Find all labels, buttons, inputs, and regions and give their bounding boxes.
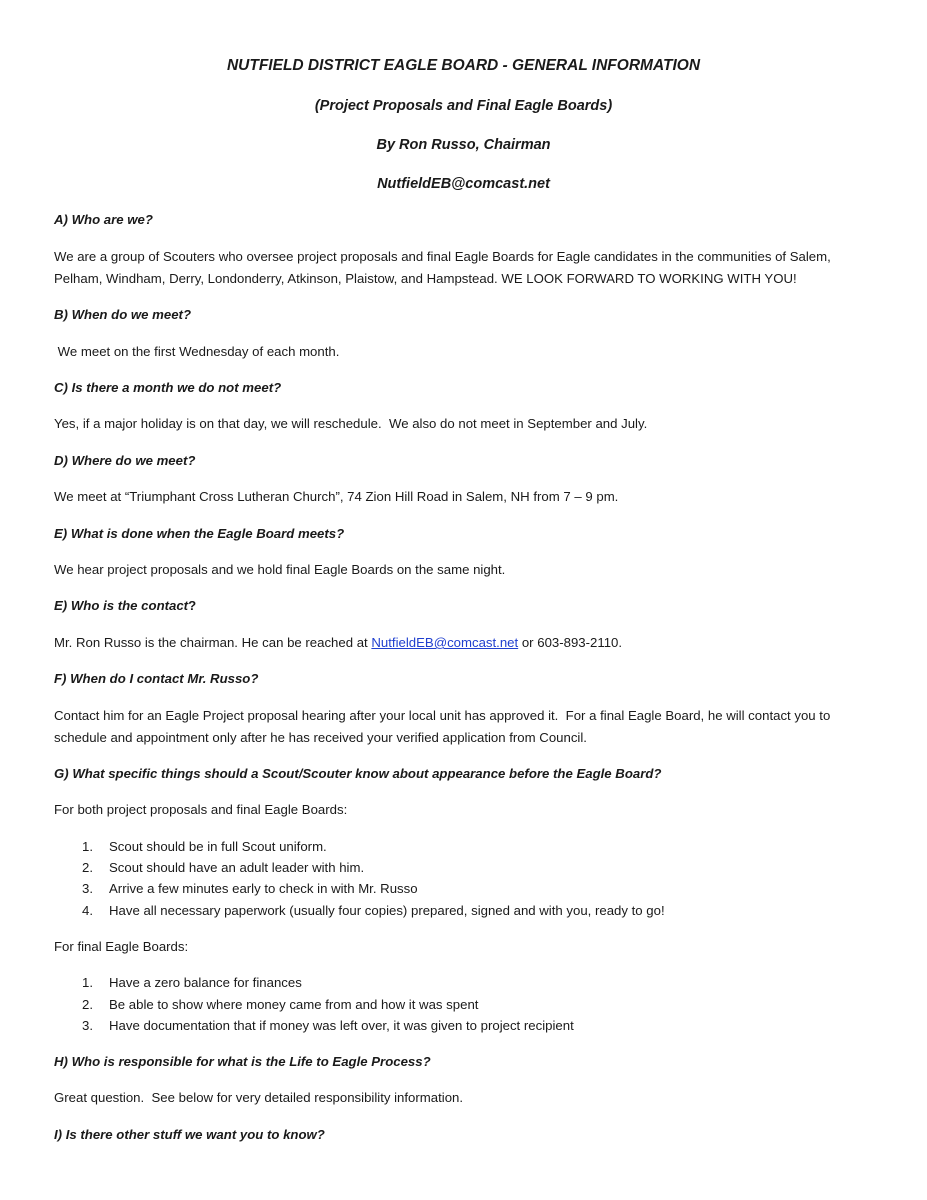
section-d-heading: D) Where do we meet? (54, 453, 196, 468)
section-a-line-2: Pelham, Windham, Derry, Londonderry, Atkinson, Plaistow, and Hampstead. WE LOOK FORWARD TO WORKING WITH YOU! (54, 271, 797, 286)
section-a-line-1: We are a group of Scouters who oversee project proposals and final Eagle Boards for Eagle candidates in the communities of Salem, (54, 249, 831, 264)
section-b-text: We meet on the first Wednesday of each month. (54, 344, 340, 359)
list-item: 4. Have all necessary paperwork (usually four copies) prepared, signed and with you, ready to go! (82, 903, 665, 918)
section-e2-text-before: Mr. Ron Russo is the chairman. He can be reached at (54, 635, 372, 650)
section-h-heading: H) Who is responsible for what is the Life to Eagle Process? (54, 1054, 431, 1069)
section-i-heading: I) Is there other stuff we want you to know? (54, 1127, 325, 1142)
document-title: NUTFIELD DISTRICT EAGLE BOARD - GENERAL INFORMATION (226, 57, 701, 74)
section-b-heading: B) When do we meet? (54, 307, 192, 322)
section-a-heading: A) Who are we? (54, 212, 153, 227)
contact-email-link[interactable]: NutfieldEB@comcast.net (371, 635, 519, 650)
section-h-text: Great question. See below for very detailed responsibility information. (54, 1090, 464, 1105)
section-f-line-2: schedule and appointment only after he has received your verified application from Council. (54, 730, 587, 745)
list-item: 3. Have documentation that if money was left over, it was given to project recipient (82, 1018, 574, 1033)
list-item: 2. Be able to show where money came from and how it was spent (82, 997, 479, 1012)
list-item: 3. Arrive a few minutes early to check in with Mr. Russo (82, 881, 418, 896)
document-byline: By Ron Russo, Chairman (376, 137, 551, 153)
section-g-intro-2: For final Eagle Boards: (54, 939, 189, 954)
section-c-text: Yes, if a major holiday is on that day, we will reschedule. We also do not meet in September and July. (54, 416, 648, 431)
section-d-text: We meet at “Triumphant Cross Lutheran Church”, 74 Zion Hill Road in Salem, NH from 7 – 9 pm. (54, 489, 619, 504)
section-f-line-1: Contact him for an Eagle Project proposal hearing after your local unit has approved it. For a final Eagle Board, he will contact you to (54, 708, 831, 723)
section-e2-heading-end: ? (188, 598, 197, 613)
document-email: NutfieldEB@comcast.net (377, 176, 550, 192)
list-item: 1. Have a zero balance for finances (82, 975, 302, 990)
section-f-heading: F) When do I contact Mr. Russo? (54, 671, 259, 686)
section-g-heading: G) What specific things should a Scout/Scouter know about appearance before the Eagle Board? (54, 766, 662, 781)
document-subtitle: (Project Proposals and Final Eagle Boards) (314, 98, 613, 114)
section-e2-text (54, 635, 622, 650)
section-e1-text: We hear project proposals and we hold final Eagle Boards on the same night. (54, 562, 506, 577)
section-e2-text-after: or 603-893-2110. (518, 635, 623, 650)
section-g-intro-1: For both project proposals and final Eagle Boards: (54, 802, 348, 817)
list-item: 2. Scout should have an adult leader with him. (82, 860, 365, 875)
section-e1-heading: E) What is done when the Eagle Board meets? (54, 526, 345, 541)
list-item: 1. Scout should be in full Scout uniform. (82, 839, 327, 854)
section-c-heading: C) Is there a month we do not meet? (54, 380, 282, 395)
section-e2-heading (54, 598, 196, 613)
section-e2-heading-main: E) Who is the contact (54, 598, 189, 613)
